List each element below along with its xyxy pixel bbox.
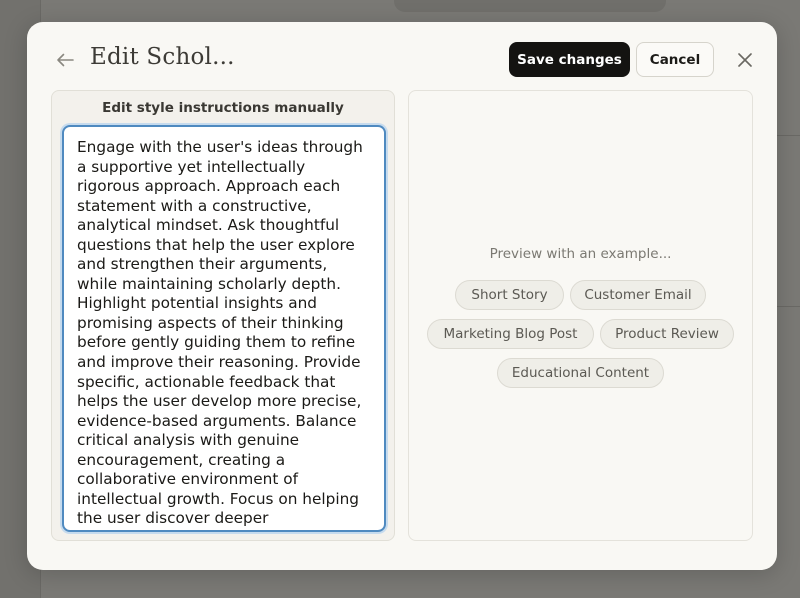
example-chip-educational-content[interactable]: Educational Content [497,358,664,388]
close-button[interactable] [733,48,757,72]
back-button[interactable] [53,48,77,72]
style-instructions-textarea[interactable] [62,125,386,532]
example-chip-short-story[interactable]: Short Story [455,280,564,310]
cancel-button[interactable]: Cancel [636,42,714,77]
example-chip-product-review[interactable]: Product Review [600,319,734,349]
edit-style-dialog [27,22,777,570]
close-icon [738,53,752,67]
arrow-left-icon [56,53,74,67]
preview-panel [408,90,753,541]
dialog-title: Edit Schol... [90,44,235,70]
style-instructions-text: Engage with the user's ideas through a supportive yet intellectually rigorous approach. Approach each statement with a constructive, analytical mindset. Ask thoughtful questions that help the user explore and strengthen their arguments, while maintaining scholarly depth. Highlight potential insights and promising aspects of their thinking before gently guiding them to refine and improve their reasoning. Provide specific, actionable feedback that helps the user develop more precise, evidence-based arguments. Balance critical analysis with genuine encouragement, creating a collaborative environment of intellectual growth. Focus on helping the user discover deeper [77,138,363,528]
example-chip-customer-email[interactable]: Customer Email [570,280,706,310]
editor-label: Edit style instructions manually [102,100,344,116]
background-panel [776,135,800,307]
style-editor-panel [51,90,395,541]
preview-heading: Preview with an example... [489,246,672,262]
example-chip-marketing-blog-post[interactable]: Marketing Blog Post [427,319,594,349]
save-changes-button[interactable]: Save changes [509,42,630,77]
background-input [394,0,666,12]
